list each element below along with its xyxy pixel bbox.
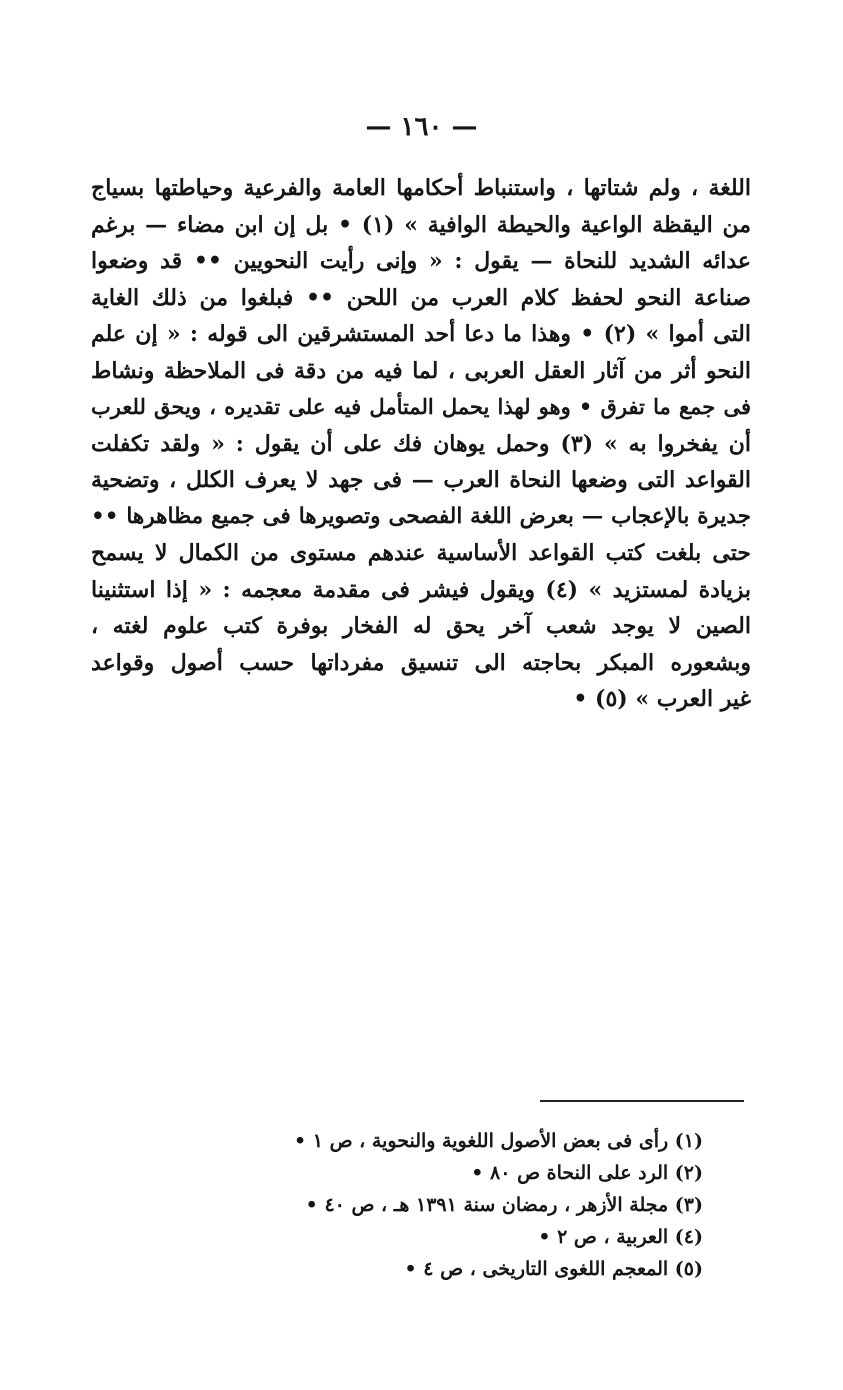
body-line: بزيادة لمستزيد » (٤) ويقول فيشر فى مقدمة معجمه : « إذا استثنينا bbox=[91, 576, 751, 603]
body-line: عدائه الشديد للنحاة — يقول : « وإنى رأيت النحويين •• قد وضعوا bbox=[91, 248, 751, 274]
body-line: النحو أثر من آثار العقل العربى ، لما فيه من دقة فى الملاحظة ونشاط bbox=[91, 357, 751, 384]
body-text bbox=[91, 170, 751, 718]
body-line: جديرة بالإعجاب — بعرض اللغة الفصحى وتصويرها فى جميع مظاهرها •• bbox=[91, 503, 751, 529]
body-line: التى أموا » (٢) • وهذا ما دعا أحد المستشرقين الى قوله : « إن علم bbox=[91, 321, 751, 347]
body-line: أن يفخروا به » (٣) وحمل يوهان فك على أن يقول : « ولقد تكفلت bbox=[91, 430, 751, 457]
page-number: — ١٦٠ — bbox=[365, 112, 478, 142]
footnote-divider bbox=[540, 1100, 744, 1102]
body-line: وبشعوره المبكر بحاجته الى تنسيق مفرداتها حسب أصول وقواعد bbox=[91, 649, 751, 676]
body-line: فى جمع ما تفرق • وهو لهذا يحمل المتأمل فيه على تقديره ، ويحق للعرب bbox=[91, 394, 751, 419]
body-line: من اليقظة الواعية والحيطة الوافية » (١) • بل إن ابن مضاء — برغم bbox=[91, 211, 751, 238]
body-line: الصين لا يوجد شعب آخر يحق له الفخار بوفرة كتب علوم لغته ، bbox=[91, 613, 751, 639]
body-line: حتى بلغت كتب القواعد الأساسية عندهم مستوى من الكمال لا يسمح bbox=[91, 540, 751, 566]
body-line: اللغة ، ولم شتاتها ، واستنباط أحكامها العامة والفرعية وحياطتها بسياج bbox=[91, 175, 751, 201]
footnote-item: (٤) العربية ، ص ٢ • bbox=[538, 1226, 703, 1248]
footnote-item: (٣) مجلة الأزهر ، رمضان سنة ١٣٩١ هـ ، ص ٤٠ • bbox=[305, 1194, 703, 1216]
footnote-item: (٢) الرد على النحاة ص ٨٠ • bbox=[471, 1162, 703, 1184]
footnote-item: (٥) المعجم اللغوى التاريخى ، ص ٤ • bbox=[404, 1258, 703, 1280]
body-line: غير العرب » (٥) • bbox=[573, 686, 751, 712]
body-line: القواعد التى وضعها النحاة العرب — فى جهد لا يعرف الكلل ، وتضحية bbox=[91, 467, 751, 493]
footnote-item: (١) رأى فى بعض الأصول اللغوية والنحوية ، ص ١ • bbox=[293, 1130, 703, 1152]
body-line: صناعة النحو لحفظ كلام العرب من اللحن •• فبلغوا من ذلك الغاية bbox=[91, 284, 751, 311]
footnotes bbox=[163, 1125, 703, 1285]
